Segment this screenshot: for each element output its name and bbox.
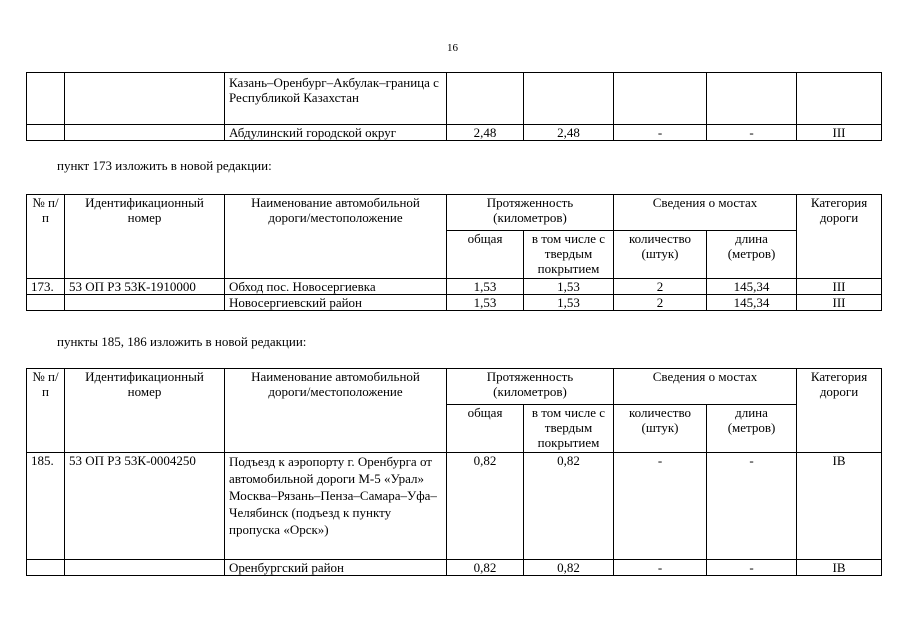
cell-total: 1,53: [447, 295, 524, 311]
cell-id: 53 ОП РЗ 53К-1910000: [65, 279, 225, 295]
cell-bridges-length: 145,34: [707, 279, 797, 295]
cell-category: IB: [797, 453, 882, 560]
cell-name: Казань–Оренбург–Акбулак–граница с Республикой Казахстан: [225, 73, 447, 125]
cell-num: 173.: [27, 279, 65, 295]
cell-total: 2,48: [447, 125, 524, 141]
cell-paved: 0,82: [524, 560, 614, 576]
table-row: [27, 279, 882, 295]
header-num: № п/п: [27, 195, 65, 279]
cell-name: Новосергиевский район: [225, 295, 447, 311]
cell-id: 53 ОП РЗ 53К-0004250: [65, 453, 225, 560]
table-173: [26, 194, 882, 311]
top-table: [26, 72, 882, 141]
cell-num: [27, 73, 65, 125]
cell-paved: 1,53: [524, 295, 614, 311]
cell-name: Абдулинский городской округ: [225, 125, 447, 141]
header-total: общая: [447, 231, 524, 279]
header-row: [27, 195, 882, 231]
cell-total: 0,82: [447, 560, 524, 576]
cell-bridges-count: 2: [614, 295, 707, 311]
cell-bridges-count: [614, 73, 707, 125]
table-row: [27, 453, 882, 560]
cell-category: III: [797, 295, 882, 311]
header-category: Категория дороги: [797, 369, 882, 453]
header-bridges-count: количество (штук): [614, 405, 707, 453]
header-row: [27, 369, 882, 405]
header-id: Идентификационный номер: [65, 369, 225, 453]
cell-bridges-count: -: [614, 453, 707, 560]
page-number: 16: [447, 42, 458, 54]
cell-name: Подъезд к аэропорту г. Оренбурга от автомобильной дороги М-5 «Урал» Москва–Рязань–Пенза–Самара–Уфа–Челябинск (подъезд к пункту пропуска «Орск»): [225, 453, 447, 560]
cell-id: [65, 560, 225, 576]
cell-id: [65, 73, 225, 125]
cell-category: [797, 73, 882, 125]
cell-paved: [524, 73, 614, 125]
cell-paved: 2,48: [524, 125, 614, 141]
header-paved: в том числе с твердым покрытием: [524, 231, 614, 279]
cell-id: [65, 125, 225, 141]
header-total: общая: [447, 405, 524, 453]
header-id: Идентификационный номер: [65, 195, 225, 279]
table-185: [26, 368, 882, 576]
header-paved: в том числе с твердым покрытием: [524, 405, 614, 453]
cell-paved: 0,82: [524, 453, 614, 560]
header-bridges-count: количество (штук): [614, 231, 707, 279]
cell-bridges-length: -: [707, 560, 797, 576]
header-bridges-group: Сведения о мостах: [614, 369, 797, 405]
cell-total: 1,53: [447, 279, 524, 295]
cell-num: 185.: [27, 453, 65, 560]
cell-bridges-length: -: [707, 125, 797, 141]
cell-bridges-length: -: [707, 453, 797, 560]
header-name: Наименование автомобильной дороги/местоположение: [225, 369, 447, 453]
cell-bridges-count: 2: [614, 279, 707, 295]
cell-num: [27, 295, 65, 311]
header-name: Наименование автомобильной дороги/местоположение: [225, 195, 447, 279]
header-bridges-group: Сведения о мостах: [614, 195, 797, 231]
cell-num: [27, 125, 65, 141]
cell-num: [27, 560, 65, 576]
table-row: [27, 560, 882, 576]
table-row: [27, 73, 882, 125]
cell-category: IB: [797, 560, 882, 576]
table-row: [27, 125, 882, 141]
cell-name: Оренбургский район: [225, 560, 447, 576]
table-row: [27, 295, 882, 311]
header-bridges-length: длина (метров): [707, 405, 797, 453]
cell-total: [447, 73, 524, 125]
header-num: № п/п: [27, 369, 65, 453]
cell-name: Обход пос. Новосергиевка: [225, 279, 447, 295]
header-length-group: Протяженность (километров): [447, 195, 614, 231]
cell-bridges-length: [707, 73, 797, 125]
instruction-185: пункты 185, 186 изложить в новой редакции:: [57, 334, 307, 349]
cell-paved: 1,53: [524, 279, 614, 295]
cell-category: III: [797, 279, 882, 295]
header-category: Категория дороги: [797, 195, 882, 279]
cell-category: III: [797, 125, 882, 141]
cell-total: 0,82: [447, 453, 524, 560]
instruction-173: пункт 173 изложить в новой редакции:: [57, 158, 272, 173]
cell-id: [65, 295, 225, 311]
cell-bridges-count: -: [614, 125, 707, 141]
header-length-group: Протяженность (километров): [447, 369, 614, 405]
cell-bridges-count: -: [614, 560, 707, 576]
header-bridges-length: длина (метров): [707, 231, 797, 279]
cell-bridges-length: 145,34: [707, 295, 797, 311]
